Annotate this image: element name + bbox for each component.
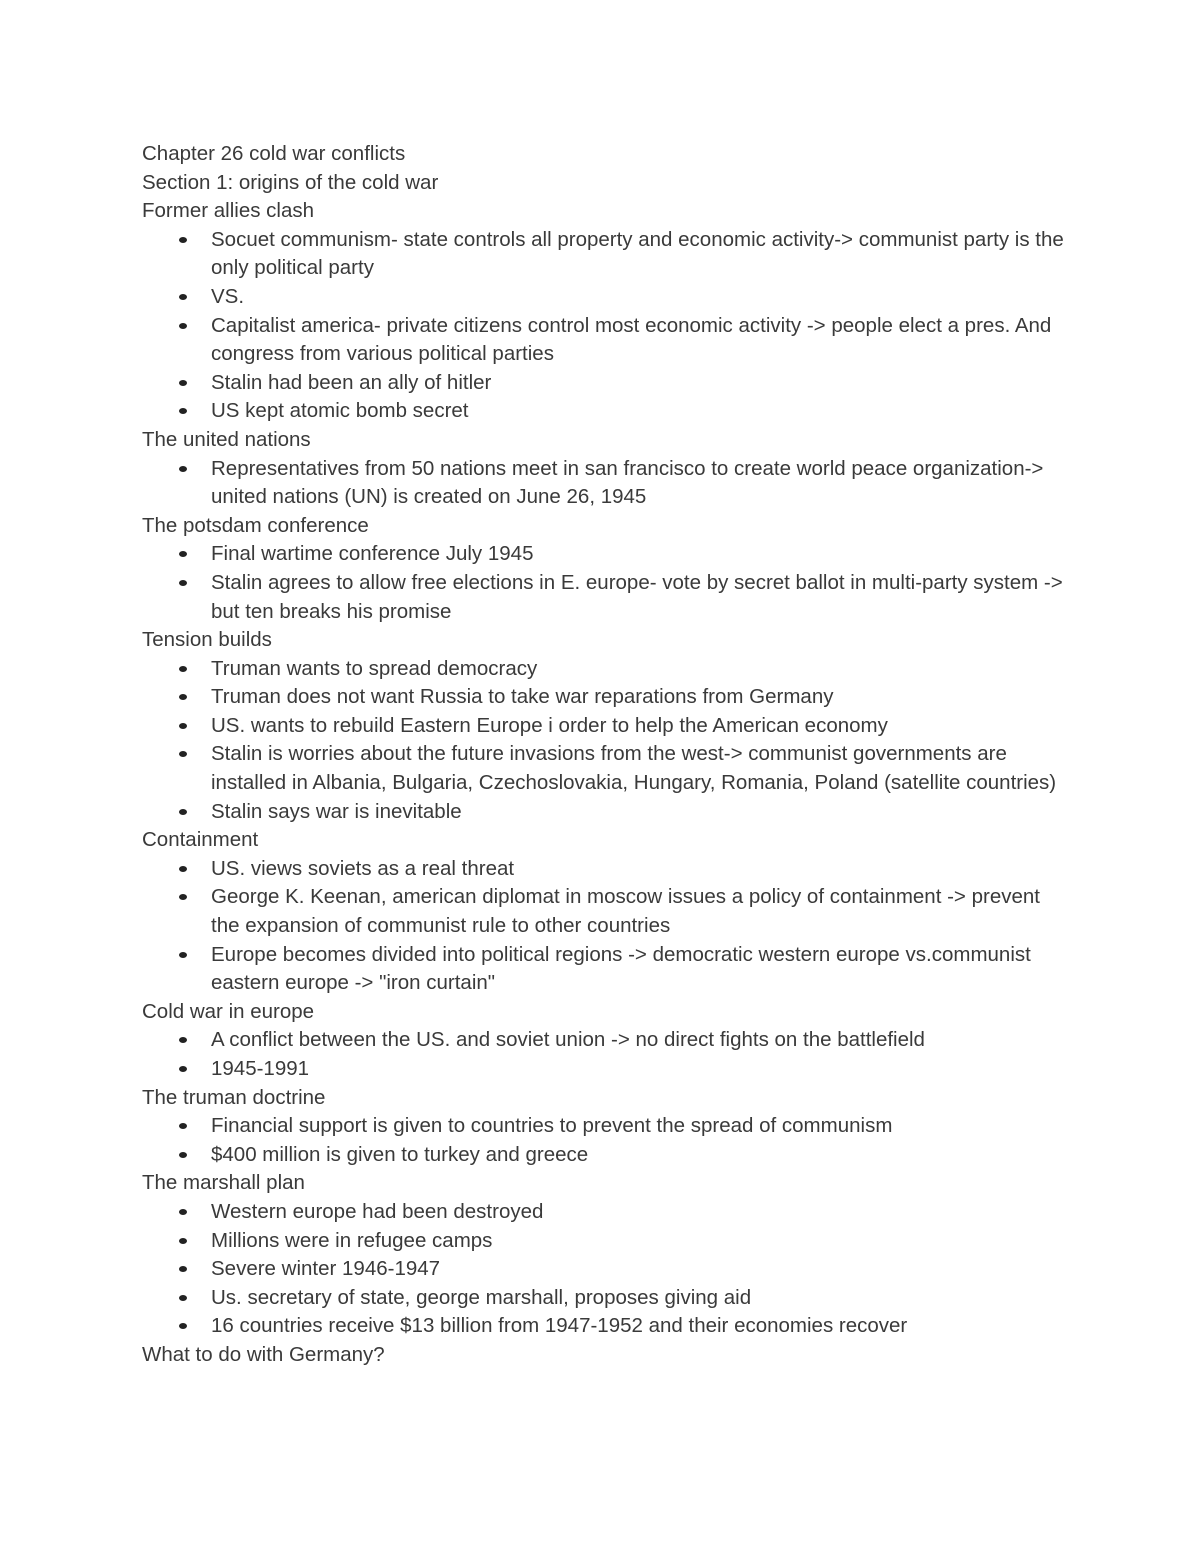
bullet-list — [142, 1112, 1072, 1169]
bullet-item: Truman does not want Russia to take war reparations from Germany — [142, 683, 1071, 712]
bullet-item: Socuet communism- state controls all property and economic activity-> communist party is the only political party — [142, 226, 1071, 283]
section-block — [142, 169, 1072, 198]
section-block — [142, 512, 1072, 626]
bullet-item: Stalin had been an ally of hitler — [142, 369, 1071, 398]
bullet-item: Western europe had been destroyed — [142, 1198, 1071, 1227]
bullet-item: Us. secretary of state, george marshall, proposes giving aid — [142, 1284, 1071, 1313]
bullet-list — [142, 226, 1072, 426]
section-block — [142, 197, 1072, 426]
section-heading: Tension builds — [142, 628, 272, 652]
bullet-item: US. views soviets as a real threat — [142, 855, 1071, 884]
bullet-item: Severe winter 1946-1947 — [142, 1255, 1071, 1284]
section-heading: The potsdam conference — [142, 513, 369, 537]
bullet-item: George K. Keenan, american diplomat in moscow issues a policy of containment -> prevent the expansion of communist rule to other countries — [142, 883, 1071, 940]
bullet-item: 16 countries receive $13 billion from 1947-1952 and their economies recover — [142, 1312, 1071, 1341]
bullet-list — [142, 540, 1072, 626]
bullet-item: Financial support is given to countries to prevent the spread of communism — [142, 1112, 1071, 1141]
bullet-list — [142, 1026, 1072, 1083]
section-heading: What to do with Germany? — [142, 1342, 385, 1366]
section-heading: Containment — [142, 828, 259, 852]
section-heading: The united nations — [142, 427, 311, 451]
section-block — [142, 1341, 1072, 1370]
section-block — [142, 1169, 1072, 1341]
notes-body — [142, 140, 1072, 1370]
section-block — [142, 1084, 1072, 1170]
bullet-item: Stalin says war is inevitable — [142, 798, 1071, 827]
bullet-item: Europe becomes divided into political regions -> democratic western europe vs.communist eastern europe -> "iron curtain" — [142, 941, 1071, 998]
section-block — [142, 998, 1072, 1084]
bullet-item: 1945-1991 — [142, 1055, 1071, 1084]
section-block — [142, 426, 1072, 512]
bullet-item: Final wartime conference July 1945 — [142, 540, 1071, 569]
section-heading: Chapter 26 cold war conflicts — [142, 142, 406, 165]
section-block — [142, 140, 1072, 169]
bullet-list — [142, 655, 1072, 827]
section-heading: Former allies clash — [142, 199, 315, 223]
section-heading: The truman doctrine — [142, 1085, 326, 1109]
bullet-item: Stalin is worries about the future invasions from the west-> communist governments are installed in Albania, Bulgaria, Czechoslovakia, Hungary, Romania, Poland (satellite countries) — [142, 740, 1071, 797]
bullet-item: Millions were in refugee camps — [142, 1227, 1071, 1256]
bullet-item: $400 million is given to turkey and greece — [142, 1141, 1071, 1170]
bullet-list — [142, 1198, 1072, 1341]
bullet-list — [142, 455, 1072, 512]
bullet-item: Representatives from 50 nations meet in san francisco to create world peace organization-> united nations (UN) is created on June 26, 1945 — [142, 455, 1071, 512]
section-block — [142, 626, 1072, 826]
bullet-item: Stalin agrees to allow free elections in E. europe- vote by secret ballot in multi-party system -> but ten breaks his promise — [142, 569, 1071, 626]
section-heading: Section 1: origins of the cold war — [142, 170, 439, 194]
bullet-item: US. wants to rebuild Eastern Europe i order to help the American economy — [142, 712, 1071, 741]
bullet-item: Truman wants to spread democracy — [142, 655, 1071, 684]
bullet-list — [142, 855, 1072, 998]
bullet-item: VS. — [142, 283, 1071, 312]
section-heading: Cold war in europe — [142, 999, 315, 1023]
bullet-item: Capitalist america- private citizens control most economic activity -> people elect a pres. And congress from various political parties — [142, 312, 1071, 369]
section-heading: The marshall plan — [142, 1171, 305, 1195]
bullet-item: US kept atomic bomb secret — [142, 397, 1071, 426]
section-block — [142, 826, 1072, 998]
bullet-item: A conflict between the US. and soviet union -> no direct fights on the battlefield — [142, 1026, 1071, 1055]
